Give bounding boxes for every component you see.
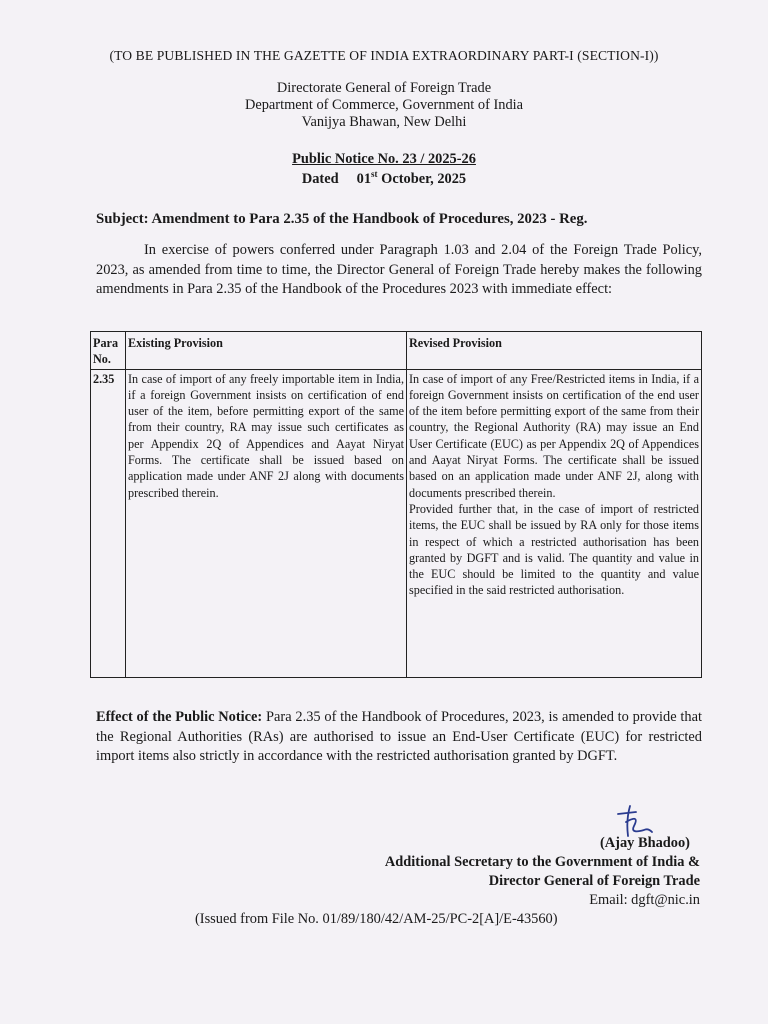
header-existing-provision: Existing Provision <box>126 332 407 370</box>
notice-number: Public Notice No. 23 / 2025-26 <box>292 151 476 167</box>
revised-provision-proviso: Provided further that, in the case of import of restricted items, the EUC shall be issued by RA only for those items in respect of which a restricted authorisation has been granted by DGFT and is valid. The quantity and value in the EUC should be limited to the quantity and value specified in the said restricted authorisation. <box>409 501 699 598</box>
notice-number-line <box>0 151 768 168</box>
designation-line-1: Additional Secretary to the Government of India & <box>384 854 700 870</box>
signer-email: Email: dgft@nic.in <box>589 892 700 908</box>
cell-para-no: 2.35 <box>91 369 126 677</box>
date-rest: October, 2025 <box>381 170 467 187</box>
effect-paragraph <box>96 708 702 767</box>
gazette-line: (TO BE PUBLISHED IN THE GAZETTE OF INDIA EXTRAORDINARY PART-I (SECTION-I)) <box>109 48 659 63</box>
intro-paragraph: In exercise of powers conferred under Paragraph 1.03 and 2.04 of the Foreign Trade Policy, 2023, as amended from time to time, the Director General of Foreign Trade hereby makes the following amendments in Para 2.35 of the Handbook of the Procedures 2023 with immediate effect: <box>96 242 702 297</box>
subject-line: Subject: Amendment to Para 2.35 of the Handbook of Procedures, 2023 - Reg. <box>96 211 588 227</box>
office-line-directorate: Directorate General of Foreign Trade <box>276 80 492 96</box>
cell-revised-provision <box>407 369 702 677</box>
office-line-department: Department of Commerce, Government of India <box>244 97 524 113</box>
office-address <box>0 80 768 131</box>
signer-designation <box>300 853 700 891</box>
designation-line-2: Director General of Foreign Trade <box>488 873 700 889</box>
header-para-no: Para No. <box>91 332 126 370</box>
date-label: Dated <box>301 170 339 187</box>
table-header-row <box>91 332 702 370</box>
table-row <box>91 369 702 677</box>
effect-text: Para 2.35 of the Handbook of Procedures, 2023, is amended to provide that the Regional Authorities (RAs) are authorised to issue an End-User Certificate (EUC) for restricted import items also strictly in accordance with the restricted authorisation granted by DGFT. <box>96 709 702 764</box>
office-line-location: Vanijya Bhawan, New Delhi <box>301 114 467 130</box>
date-suffix: st <box>371 169 378 179</box>
amendment-table <box>90 331 702 678</box>
revised-provision-main: In case of import of any Free/Restricted items in India, if a foreign Government insists on certification of the end user of the item before permitting export of the same from their country, the Regional Authority (RA) may issue an End User Certificate (EUC) as per Appendix 2Q of Appendices and Aayat Niryat Forms. The certificate shall be issued based on an application made under ANF 2J, along with documents prescribed therein. <box>409 371 699 500</box>
notice-date-line <box>0 169 768 188</box>
file-reference: (Issued from File No. 01/89/180/42/AM-25/PC-2[A]/E-43560) <box>195 911 558 927</box>
cell-existing-provision: In case of import of any freely importable item in India, if a foreign Government insists on certification of end user of the item, before permitting export of the same from their country, RA may issue such certificates as per Appendix 2Q of Appendices and Aayat Niryat Forms. The certificate shall be issued based on application made under ANF 2J along with documents prescribed therein. <box>126 369 407 677</box>
header-revised-provision: Revised Provision <box>407 332 702 370</box>
effect-label: Effect of the Public Notice: <box>96 709 263 725</box>
date-day: 01 <box>356 170 372 187</box>
signer-name: (Ajay Bhadoo) <box>600 835 690 851</box>
